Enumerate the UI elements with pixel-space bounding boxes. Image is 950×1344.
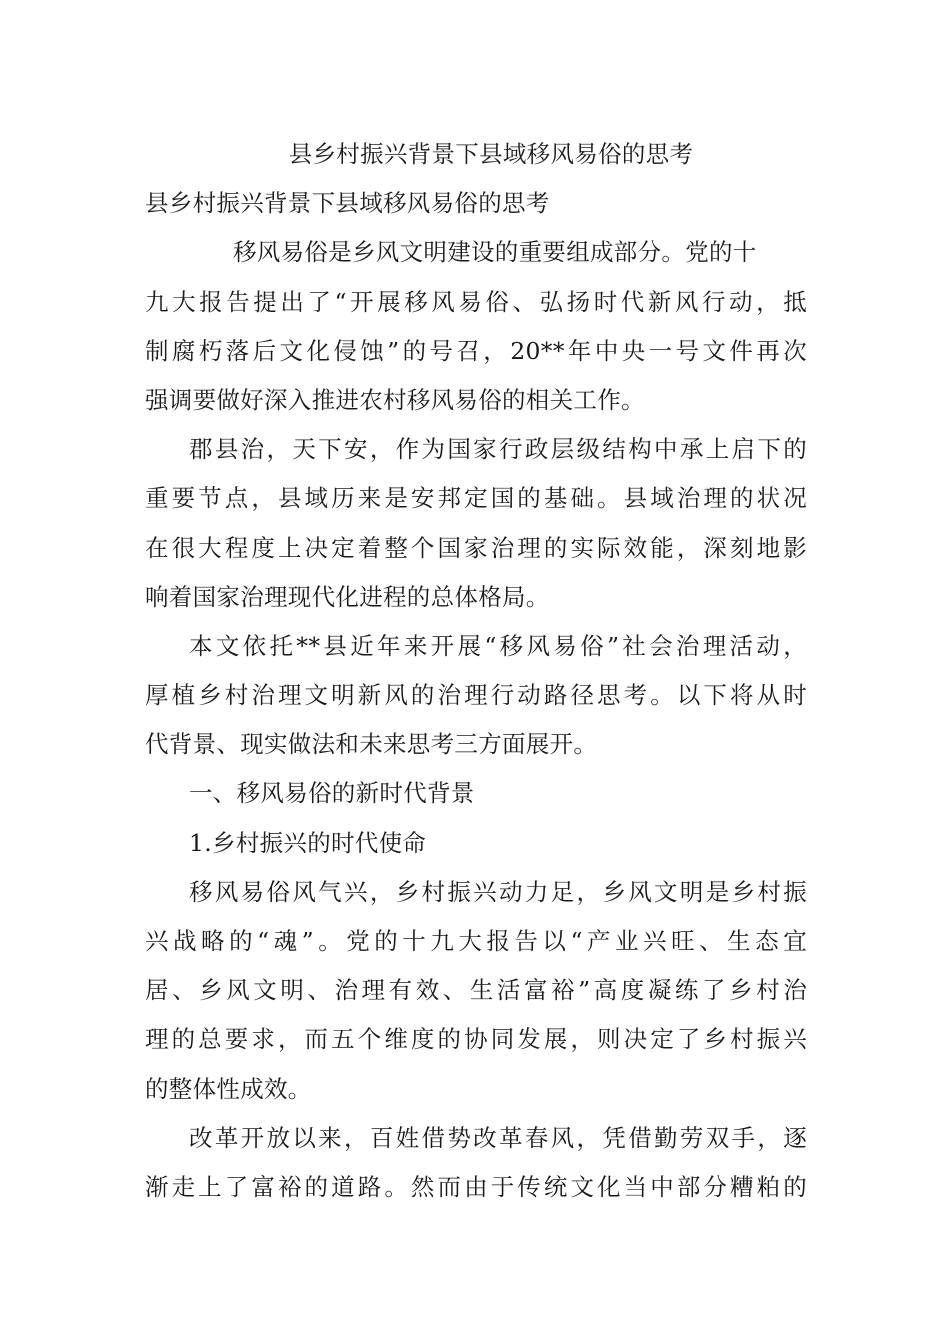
paragraph-1 bbox=[145, 228, 807, 425]
paragraph-line: 制腐朽落后文化侵蚀”的号召，20**年中央一号文件再次 bbox=[145, 336, 807, 365]
paragraph-line: 兴战略的“魂”。党的十九大报告以“产业兴旺、生态宜 bbox=[145, 927, 807, 955]
subsection-heading-1-1: 1.乡村振兴的时代使命 bbox=[189, 828, 427, 857]
paragraph-line: 渐走上了富裕的道路。然而由于传统文化当中部分糟粕的 bbox=[145, 1172, 807, 1201]
paragraph-line: 居、乡风文明、治理有效、生活富裕”高度凝练了乡村治 bbox=[145, 976, 807, 1005]
paragraph-line: 移风易俗是乡风文明建设的重要组成部分。党的十 bbox=[233, 238, 757, 267]
document-title-centered: 县乡村振兴背景下县域移风易俗的思考 bbox=[288, 140, 694, 168]
paragraph-line: 代背景、现实做法和未来思考三方面展开。 bbox=[145, 730, 598, 759]
paragraph-5 bbox=[145, 1114, 807, 1212]
paragraph-line: 移风易俗风气兴，乡村振兴动力足，乡风文明是乡村振 bbox=[189, 877, 807, 906]
paragraph-line: 九大报告提出了“开展移风易俗、弘扬时代新风行动，抵 bbox=[145, 287, 807, 316]
paragraph-line: 理的总要求，而五个维度的协同发展，则决定了乡村振兴 bbox=[145, 1025, 807, 1054]
paragraph-3 bbox=[145, 622, 807, 770]
paragraph-line: 改革开放以来，百姓借势改革春风，凭借勤劳双手，逐 bbox=[189, 1123, 807, 1152]
paragraph-line: 郡县治，天下安，作为国家行政层级结构中承上启下的 bbox=[189, 435, 807, 464]
paragraph-line: 厚植乡村治理文明新风的治理行动路径思考。以下将从时 bbox=[145, 681, 807, 710]
section-heading-1: 一、移风易俗的新时代背景 bbox=[189, 779, 475, 808]
document-title-left: 县乡村振兴背景下县域移风易俗的思考 bbox=[145, 189, 550, 218]
paragraph-line: 在很大程度上决定着整个国家治理的实际效能，深刻地影 bbox=[145, 533, 807, 562]
paragraph-line: 强调要做好深入推进农村移风易俗的相关工作。 bbox=[145, 385, 645, 414]
paragraph-line: 重要节点，县域历来是安邦定国的基础。县域治理的状况 bbox=[145, 484, 807, 513]
document-body bbox=[145, 130, 807, 1212]
paragraph-line: 的整体性成效。 bbox=[145, 1074, 312, 1103]
paragraph-line: 本文依托**县近年来开展“移风易俗”社会治理活动， bbox=[189, 631, 807, 660]
paragraph-line: 响着国家治理现代化进程的总体格局。 bbox=[145, 582, 550, 611]
paragraph-4 bbox=[145, 868, 807, 1114]
paragraph-2 bbox=[145, 425, 807, 622]
